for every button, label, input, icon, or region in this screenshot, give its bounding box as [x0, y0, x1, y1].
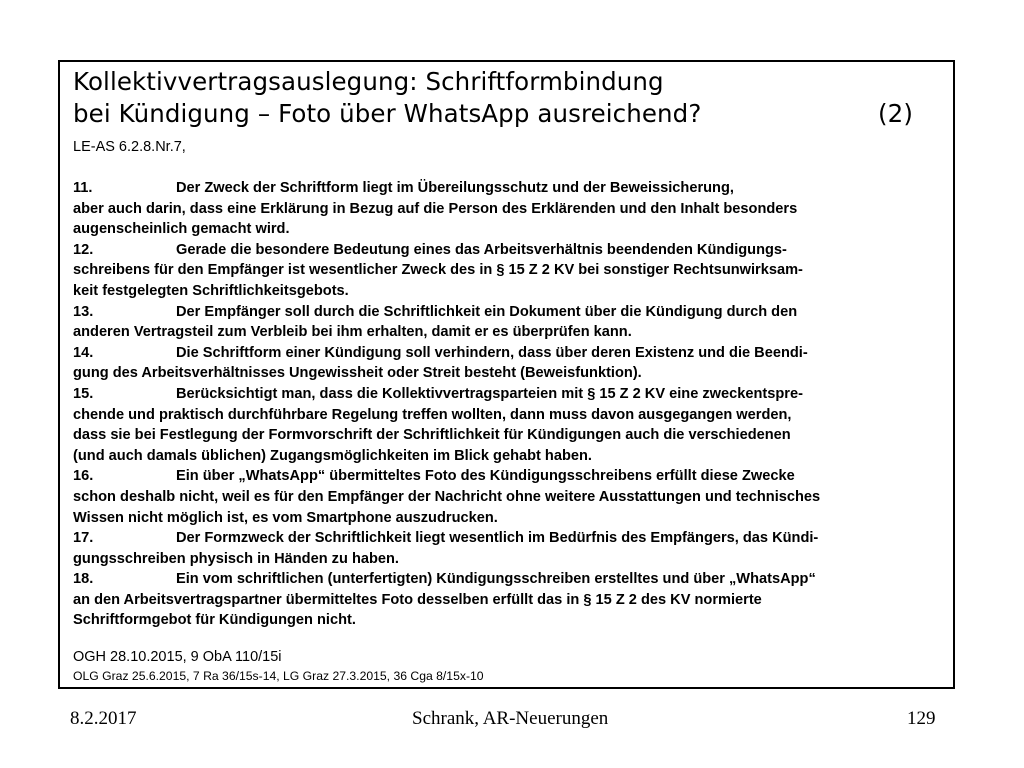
- paragraph-line: [73, 178, 953, 199]
- paragraph-line: [73, 610, 953, 631]
- paragraph-number: 13.: [73, 303, 94, 320]
- paragraph-line: [73, 569, 953, 590]
- paragraph-line: [73, 363, 953, 384]
- paragraph-text: Der Formzweck der Schriftlichkeit liegt wesentlich im Bedürfnis des Empfängers, das Kündi-: [176, 530, 819, 547]
- paragraph-line: [73, 446, 953, 467]
- reference-code: LE-AS 6.2.8.Nr.7,: [73, 139, 186, 155]
- footer-page-number: 129: [907, 708, 936, 729]
- paragraph-number: 18.: [73, 571, 94, 588]
- paragraph-number: 17.: [73, 530, 94, 547]
- paragraph-line: [73, 384, 953, 405]
- paragraph-text: dass sie bei Festlegung der Formvorschrift der Schriftlichkeit für Kündigungen auch die verschiedenen: [73, 427, 791, 444]
- paragraph-number: 15.: [73, 385, 94, 402]
- paragraph-text: chende und praktisch durchführbare Regelung treffen wollten, dann muss davon ausgegangen werden,: [73, 406, 792, 423]
- paragraph-text: gungsschreiben physisch in Händen zu haben.: [73, 550, 399, 567]
- paragraph-text: Schriftformgebot für Kündigungen nicht.: [73, 612, 356, 629]
- paragraph-text: gung des Arbeitsverhältnisses Ungewissheit oder Streit besteht (Beweisfunktion).: [73, 365, 642, 382]
- citation-main: OGH 28.10.2015, 9 ObA 110/15i: [73, 649, 282, 665]
- paragraph-list: [73, 178, 953, 631]
- paragraph-line: [73, 508, 953, 529]
- paragraph-line: [73, 281, 953, 302]
- paragraph-text: Berücksichtigt man, dass die Kollektivvertragsparteien mit § 15 Z 2 KV eine zweckentspre-: [176, 385, 803, 402]
- paragraph-text: augenscheinlich gemacht wird.: [73, 221, 290, 238]
- paragraph-line: [73, 322, 953, 343]
- paragraph-text: Der Zweck der Schriftform liegt im Übereilungsschutz und der Beweissicherung,: [176, 180, 734, 196]
- paragraph-line: [73, 425, 953, 446]
- paragraph-line: [73, 199, 953, 220]
- paragraph-text: Der Empfänger soll durch die Schriftlichkeit ein Dokument über die Kündigung durch den: [176, 303, 798, 320]
- paragraph-text: aber auch darin, dass eine Erklärung in Bezug auf die Person des Erklärenden und den Inhalt besonders: [73, 200, 798, 217]
- citation-lower: OLG Graz 25.6.2015, 7 Ra 36/15s-14, LG Graz 27.3.2015, 36 Cga 8/15x-10: [73, 669, 484, 683]
- paragraph-number: 11.: [73, 180, 93, 196]
- paragraph-text: Ein über „WhatsApp“ übermitteltes Foto des Kündigungsschreibens erfüllt diese Zwecke: [176, 468, 795, 485]
- title-line-2: bei Kündigung – Foto über WhatsApp ausreichend?: [73, 99, 702, 128]
- paragraph-line: [73, 528, 953, 549]
- paragraph-text: (und auch damals üblichen) Zugangsmöglichkeiten im Blick gehabt haben.: [73, 447, 592, 464]
- paragraph-line: [73, 405, 953, 426]
- paragraph-text: schreibens für den Empfänger ist wesentlicher Zweck des in § 15 Z 2 KV bei sonstiger Rechtsunwirksam-: [73, 262, 803, 279]
- paragraph-text: Gerade die besondere Bedeutung eines das Arbeitsverhältnis beendenden Kündigungs-: [176, 241, 787, 258]
- title-part-tag: (2): [877, 99, 913, 128]
- paragraph-text: schon deshalb nicht, weil es für den Empfänger der Nachricht ohne weitere Ausstattungen und technisches: [73, 488, 821, 505]
- paragraph-number: 16.: [73, 468, 94, 485]
- paragraph-line: [73, 219, 953, 240]
- paragraph-line: [73, 549, 953, 570]
- paragraph-text: an den Arbeitsvertragspartner übermitteltes Foto desselben erfüllt das in § 15 Z 2 des KV normierte: [73, 591, 762, 608]
- paragraph-text: Ein vom schriftlichen (unterfertigten) Kündigungsschreiben erstelltes und über „WhatsApp“: [176, 571, 816, 588]
- footer-author: Schrank, AR-Neuerungen: [412, 708, 609, 729]
- paragraph-line: [73, 343, 953, 364]
- slide-content-frame: [58, 60, 955, 689]
- paragraph-number: 12.: [73, 241, 94, 258]
- paragraph-line: [73, 302, 953, 323]
- paragraph-text: Wissen nicht möglich ist, es vom Smartphone auszudrucken.: [73, 509, 498, 526]
- paragraph-text: keit festgelegten Schriftlichkeitsgebots.: [73, 282, 349, 299]
- paragraph-number: 14.: [73, 344, 94, 361]
- paragraph-line: [73, 590, 953, 611]
- footer-date: 8.2.2017: [70, 708, 137, 729]
- paragraph-line: [73, 240, 953, 261]
- paragraph-line: [73, 487, 953, 508]
- paragraph-text: anderen Vertragsteil zum Verbleib bei ihm erhalten, damit er es überprüfen kann.: [73, 324, 632, 341]
- paragraph-line: [73, 466, 953, 487]
- slide-title: [73, 66, 943, 130]
- paragraph-line: [73, 260, 953, 281]
- title-line-1: Kollektivvertragsauslegung: Schriftformbindung: [73, 67, 664, 96]
- paragraph-text: Die Schriftform einer Kündigung soll verhindern, dass über deren Existenz und die Beendi-: [176, 344, 808, 361]
